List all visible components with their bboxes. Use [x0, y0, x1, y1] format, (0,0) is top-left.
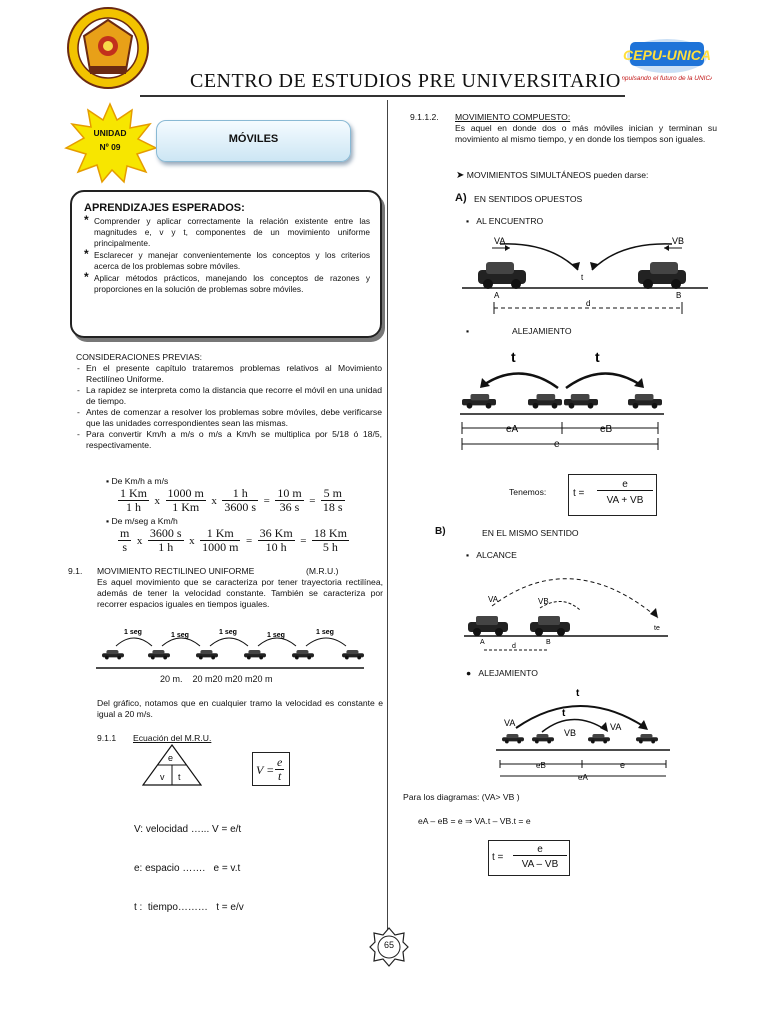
ecuacion-number: 9.1.1: [97, 733, 117, 743]
e-label: e: [554, 439, 560, 450]
aprendizaje-item: * Esclarecer y manejar convenientemente los conceptos y los criterios acerca de los problemas sobre móviles.: [84, 250, 370, 272]
car-icon: [564, 394, 598, 409]
consideracion-item: - En el presente capítulo trataremos problemas relativos al Movimiento Rectilíneo Uniforme.: [76, 363, 382, 385]
triangle-t: t: [178, 772, 181, 782]
consideraciones-title: CONSIDERACIONES PREVIAS:: [76, 352, 203, 362]
mru-cars: [96, 629, 364, 668]
a-point-label: A: [480, 639, 485, 646]
seg-label: 1 seg: [267, 632, 285, 639]
formula-fraction: $\frac{e}{t}$: [277, 755, 283, 783]
t-top-label: t: [576, 688, 580, 699]
mru-description: Es aquel movimiento que se caracteriza por tener trayectoria rectilínea, además de tener la velocidad constante. También se caracteriza por recorrer espacios iguales en tiempos iguales.: [97, 577, 383, 609]
b-point-label: B: [676, 291, 682, 300]
alejamiento-cars: [462, 394, 662, 409]
mru-arc: [258, 638, 296, 646]
formula1-num: e: [597, 479, 653, 491]
mru-title: MOVIMIENTO RECTILINEO UNIFORME: [97, 566, 255, 576]
consideracion-item: - La rapidez se interpreta como la distancia que recorre el móvil en una unidad de tiempo.: [76, 385, 382, 407]
car-a-icon: [478, 262, 526, 289]
va-label: VA: [504, 718, 516, 728]
mru-arc: [210, 638, 248, 646]
unidad-starburst: [62, 102, 158, 184]
a-title: EN SENTIDOS OPUESTOS: [474, 194, 583, 204]
t-label: t: [581, 273, 584, 282]
car-icon: [532, 734, 554, 743]
page-number: 65: [383, 940, 394, 950]
ms-label: ▪ De m/seg a Km/h: [106, 516, 178, 526]
consideracion-item: - Para convertir Km/h a m/s o m/s a Km/h se multiplica por 5/18 ó 18/5, respectivamente.: [76, 429, 382, 451]
formula-lhs: V =: [256, 763, 275, 777]
mru-triangle: [142, 744, 202, 786]
t-left-label: t: [511, 349, 516, 365]
compuesto-title: MOVIMIENTO COMPUESTO:: [455, 112, 571, 122]
tenemos-label: Tenemos:: [509, 487, 547, 497]
aprendizajes-title: APRENDIZAJES ESPERADOS:: [84, 202, 245, 214]
a-label: A): [455, 192, 467, 204]
va-right-label: VA: [610, 722, 622, 732]
ecuacion-title: Ecuación del M.R.U.: [133, 733, 212, 743]
mru-formula-box: [252, 752, 290, 786]
definition-item: V: velocidad …... V = e/t: [134, 824, 242, 835]
alcance-diagram: [462, 566, 672, 660]
car-icon: [292, 650, 314, 659]
column-divider: [387, 100, 388, 930]
b-title: EN EL MISMO SENTIDO: [482, 528, 579, 538]
vb-label: VB: [564, 728, 577, 738]
te-label: te: [654, 625, 660, 632]
alejamiento-label: ▪ ALEJAMIENTO: [466, 326, 572, 336]
d-label: d: [586, 299, 591, 308]
definition-item: t : tiempo……… t = e/v: [134, 902, 244, 913]
mru-graph-note: Del gráfico, notamos que en cualquier tramo la velocidad es constante e igual a 20 m/s.: [97, 698, 383, 719]
alejamiento2-diagram: [496, 684, 672, 784]
ea-label: eA: [578, 773, 588, 782]
seg-label: 1 seg: [171, 632, 189, 639]
aprendizaje-item: * Aplicar métodos prácticos, manejando los conceptos de razones y proporciones en la solución de problemas sobre móviles.: [84, 273, 370, 295]
d-label: d: [512, 643, 516, 650]
alejamiento-diagram: [458, 346, 668, 452]
car-icon: [462, 394, 496, 409]
b-label: B): [435, 526, 446, 537]
eb-label: eB: [600, 424, 613, 435]
e-label: e: [620, 760, 626, 770]
simultaneos-label: ➤ MOVIMIENTOS SIMULTÁNEOS pueden darse:: [456, 170, 649, 181]
a-point-label: A: [494, 291, 500, 300]
formula2-lhs: t =: [492, 852, 504, 863]
seg-label: 1 seg: [316, 629, 334, 636]
mru-arc: [306, 638, 346, 646]
car-icon: [196, 650, 218, 659]
alcance-equation: eA – eB = e ⇒ VA.t – VB.t = e: [418, 816, 531, 826]
encuentro-diagram: [460, 232, 712, 322]
mru-abbr: (M.R.U.): [306, 566, 339, 576]
svg-text:Impulsando el futuro de la UNI: Impulsando el futuro de la UNICA!: [622, 75, 712, 82]
car-a-icon: [468, 616, 508, 636]
formula2-den: VA – VB: [521, 859, 559, 870]
vb-label: VB: [538, 597, 549, 606]
alcance-label: ▪ ALCANCE: [466, 550, 517, 560]
car-icon: [244, 650, 266, 659]
car-icon: [342, 650, 364, 659]
compuesto-description: Es aquel en donde dos o más móviles inician y terminan su movimiento al mismo tiempo, y en donde los tiempos son iguales.: [455, 123, 717, 144]
car-icon: [102, 650, 124, 659]
definition-item: e: espacio ……. e = v.t: [134, 863, 241, 874]
ea-label: eA: [506, 424, 519, 435]
formula2-num: e: [513, 844, 567, 856]
formula1-den: VA + VB: [606, 495, 644, 506]
vb-label: VB: [672, 236, 685, 246]
car-icon: [148, 650, 170, 659]
va-label: VA: [494, 236, 506, 246]
seg-label: 1 seg: [219, 629, 237, 636]
car-icon: [502, 734, 524, 743]
para-diagramas: Para los diagramas: (VA> VB ): [403, 792, 520, 802]
consideracion-item: - Antes de comenzar a resolver los problemas sobre móviles, debe verificarse que las unidades correspondientes sean las mismas.: [76, 407, 382, 429]
mru-definitions: [134, 797, 244, 927]
alejamiento2-cars: [502, 734, 658, 743]
page-number-badge: [369, 927, 409, 967]
unidad-number: Nº 09: [99, 142, 121, 152]
unidad-label: UNIDAD: [93, 128, 127, 138]
car-icon: [636, 734, 658, 743]
mru-arc: [162, 638, 200, 646]
page-title: CENTRO DE ESTUDIOS PRE UNIVERSITARIO: [190, 70, 621, 92]
eb-label: eB: [536, 761, 546, 770]
mru-number: 9.1.: [68, 566, 83, 576]
svg-text:CEPU-UNICA: CEPU-UNICA: [623, 47, 711, 63]
car-icon: [588, 734, 610, 743]
triangle-v: v: [160, 772, 165, 782]
aprendizajes-box: [70, 190, 382, 338]
t-mid-label: t: [562, 708, 566, 719]
university-logo: [66, 6, 150, 90]
ms-formula: $\frac{m}{s}$ x $\frac{3600 s}{1 h}$ x $\frac{1 Km}{1000 m}$ = $\frac{36 Km}{10 h}$ = $\frac{18 Km}{5 h}$: [120, 526, 347, 554]
alejamiento2-label: ● ALEJAMIENTO: [466, 668, 538, 678]
formula-encuentro-box: [568, 474, 657, 516]
car-icon: [628, 394, 662, 409]
consideraciones-section: [76, 352, 382, 451]
cepu-logo: [622, 34, 712, 94]
va-label: VA: [488, 595, 499, 604]
mru-distance-labels: 20 m. 20 m20 m20 m20 m: [160, 674, 273, 684]
car-icon: [528, 394, 562, 409]
mru-arc: [116, 638, 152, 646]
t-right-label: t: [595, 349, 600, 365]
aprendizaje-item: * Comprender y aplicar correctamente la relación existente entre las magnitudes e, v y t, componentes de un movimiento uniforme principalmente.: [84, 216, 370, 249]
car-b-icon: [638, 262, 686, 289]
seg-label: 1 seg: [124, 629, 142, 636]
compuesto-number: 9.1.1.2.: [410, 112, 439, 122]
car-b-icon: [530, 616, 570, 636]
formula1-lhs: t =: [573, 488, 585, 499]
unit-title: MÓVILES: [156, 120, 351, 162]
kmh-label: ▪ De Km/h a m/s: [106, 476, 169, 486]
encuentro-label: ▪ AL ENCUENTRO: [466, 216, 544, 226]
header-divider: [140, 95, 625, 97]
kmh-formula: $\frac{1 Km}{1 h}$ x $\frac{1000 m}{1 Km}$ x $\frac{1 h}{3600 s}$ = $\frac{10 m}{36 s}$ = $\frac{5 m}{18 s}$: [120, 486, 343, 514]
formula-alcance-box: [488, 840, 570, 876]
b-point-label: B: [546, 639, 551, 646]
triangle-e: e: [168, 753, 174, 763]
